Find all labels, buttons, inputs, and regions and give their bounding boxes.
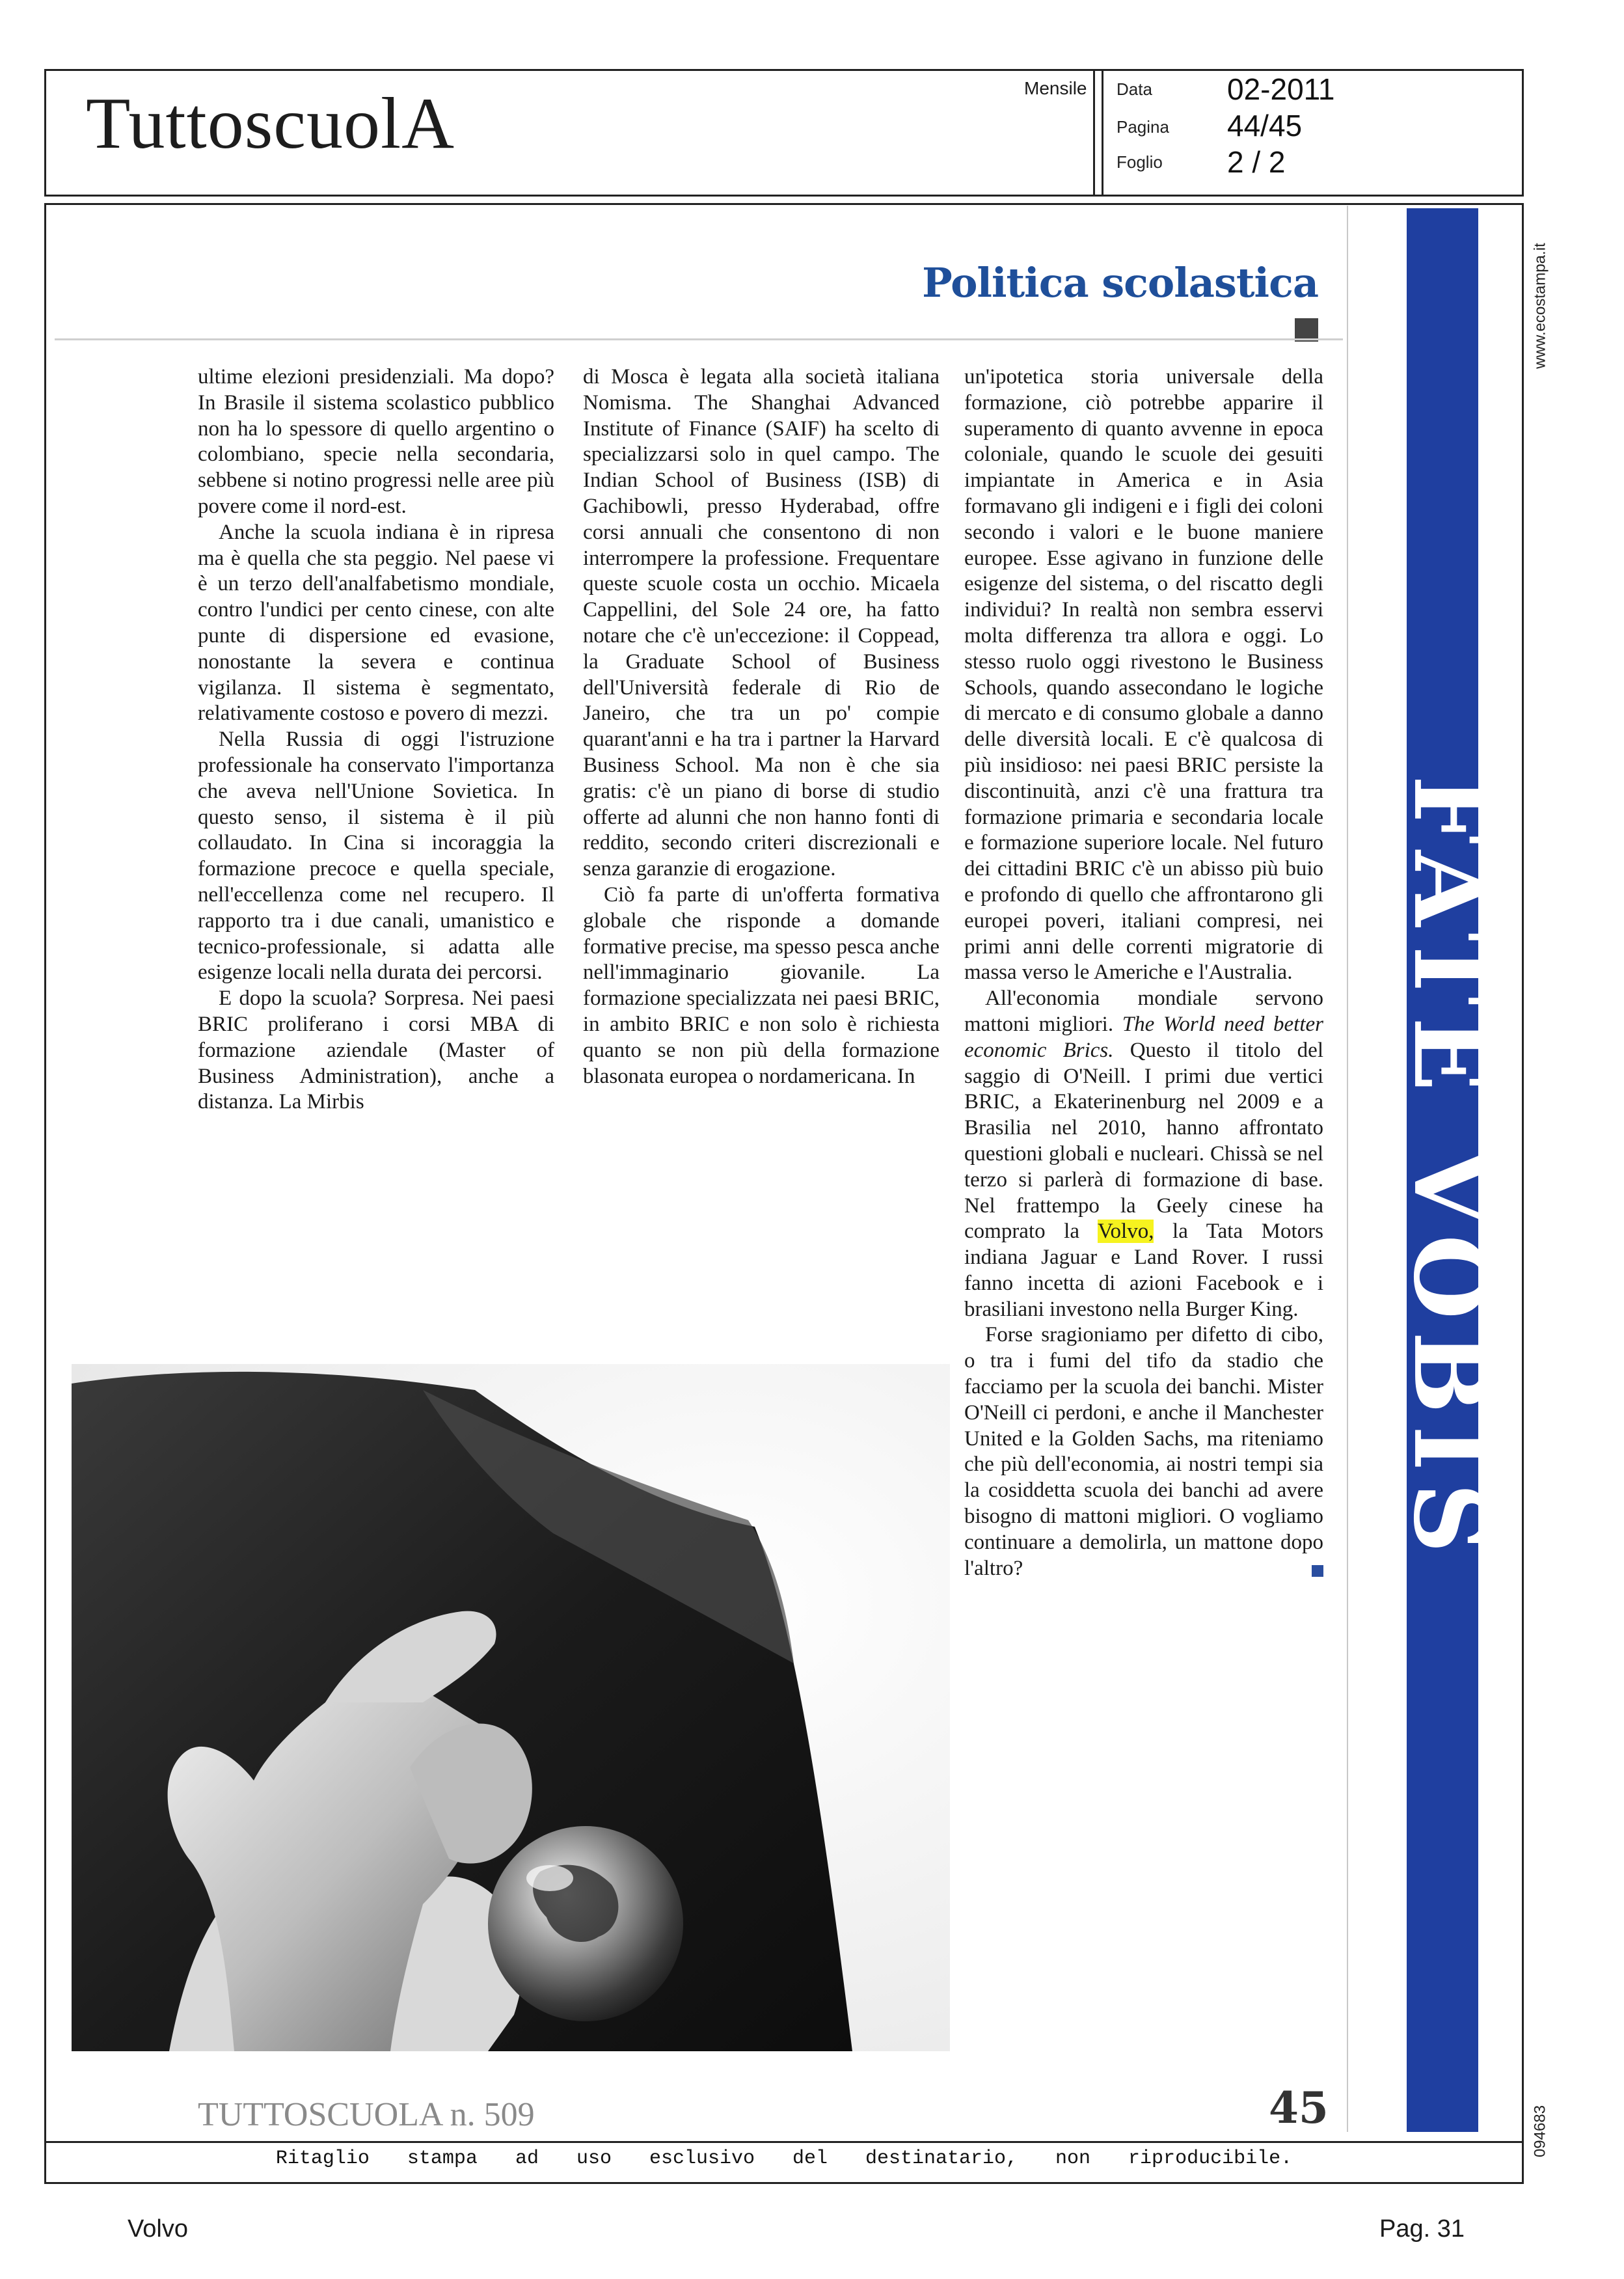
text-run: la Tata Motors indiana Jaguar e Land Rover. I russi fanno incetta di azioni Facebook e i brasiliani investono nella Burger King. [964,1220,1324,1321]
text-run: All'economia mondiale servono mattoni migliori. [964,987,1323,1036]
italic-title: The World need better economic Brics. [964,1012,1323,1062]
text-run: Forse sragioniamo per difetto di cibo, o tra i fumi del tifo da stadio che facciamo per la scuola dei banchi. Mister O'Neill ci perdoni, e anche il Manchester United e la Golden Sachs, ma riteniamo che più dell'economia, ai nostri tempi sia la cosiddetta scuola dei banchi ad avere bisogno di mattoni migliori. O vogliamo continuare a demolirla, un mattone dopo l'altro? [964,1323,1323,1580]
article-column-3 [964,364,1323,1581]
header-divider [1102,69,1103,197]
paragraph [964,1322,1323,1581]
paragraph: E dopo la scuola? Sorpresa. Nei paesi BRIC proliferano i corsi MBA di formazione aziendale (Master of Business Administration), anche a distanza. La Mirbis [198,987,554,1114]
article-column-2 [583,364,940,1089]
sheet-value: 2 / 2 [1227,145,1286,179]
footer-rule [44,2141,1524,2143]
masthead-logo: TuttoscuolA [86,83,455,164]
paragraph: Nella Russia di oggi l'istruzione professionale ha conservato l'importanza che aveva nell'Unione Sovietica. In questo senso, il sistema è il più collaudato. In Cina si incoraggia la formazione precoce e quella speciale, nell'eccellenza come nel recupero. Il rapporto tra i due canali, umanistico e tecnico-professionale, si adatta alle esigenze locali nella durata dei percorsi. [198,728,554,985]
section-title-text: Politica scolastica [922,259,1318,307]
square-icon [1312,1565,1323,1577]
highlighted-keyword: Volvo, [1097,1220,1154,1244]
date-label: Data [1116,79,1152,99]
paragraph: Ciò fa parte di un'offerta formativa globale che risponde a domande formative precise, ma spesso pesca anche nell'immaginario giovanile. La formazione specializzata nei paesi BRIC, in ambito BRIC e non solo è richiesta quanto se non più della formazione blasonata europea o nordamericana. In [583,882,940,1088]
photo-hand-globe [72,1364,950,2051]
banner-label: FATE VOBIS [1392,775,1507,1565]
document-page: Pag. 31 [1379,2215,1465,2243]
document-label: Volvo [128,2215,188,2243]
site-text: www.ecostampa.it [1531,243,1549,369]
globe-highlight [526,1865,573,1891]
reproduction-notice: Ritaglio stampa ad uso esclusivo del destinatario, non riproducibile. [275,2148,1293,2170]
article-column-1 [198,364,554,1115]
clip-code-text: 094683 [1531,2105,1549,2158]
clip-code [1526,2095,1552,2167]
page-value: 44/45 [1227,109,1303,143]
column-rule [1347,206,1348,2132]
side-banner-text [1392,208,1507,2132]
text-run: Questo il titolo del saggio di O'Neill. I primi due vertici BRIC, a Ekaterinenburg nel 2009 e a Brasilia nel 2010, hanno affrontato questioni globali e nucleari. Chissà se nel terzo si parlerà di formazione di base. Nel frattempo la Geely cinese ha comprato la [964,1038,1323,1244]
paragraph: Anche la scuola indiana è in ripresa ma è quella che sta peggio. Nel paese vi è un terzo dell'analfabetismo mondiale, contro l'undici per cento cinese, con alte punte di dispersione ed evasione, nonostante la severa e continua vigilanza. Il sistema è segmentato, relativamente costoso e povero di mezzi. [198,520,554,726]
paragraph: un'ipotetica storia universale della formazione, ciò potrebbe apparire il superamento di quanto avvenne in epoca coloniale, quando le scuole dei gesuiti impiantate in America e in Asia formavano gli indigeni e i figli dei coloni secondo i valori e le buone maniere europee. Esse agivano in funzione delle esigenze del sistema, o del riscatto degli individui? In realtà non sembra esservi molta differenza tra allora e oggi. Lo stesso ruolo oggi rivestono le Business Schools, quando assecondano le logiche di mercato e di consumo globale a danno delle diversità locali. E c'è qualcosa di più insidioso: nei paesi BRIC persiste la discontinuità, anzi c'è una frattura tra formazione primaria e secondaria locale e formazione superiore locale. Nel futuro dei cittadini BRIC c'è un abisso più buio e profondo di quello che affrontarono gli europei poveri, italiani compresi, nei primi anni delle correnti migratorie di massa verso le Americhe e l'Australia. [964,365,1323,985]
magazine-issue: TUTTOSCUOLA n. 509 [198,2096,535,2133]
site-label [1526,215,1552,397]
paragraph [964,986,1323,1322]
header-rule [55,338,1343,340]
page-number: 45 [1269,2082,1329,2133]
date-value: 02-2011 [1227,72,1335,106]
frequency-label: Mensile [1024,78,1087,98]
paragraph: ultime elezioni presidenziali. Ma dopo? In Brasile il sistema scolastico pubblico non ha lo spessore di quello argentino o colombiano, specie nella secondaria, sebbene si notino progressi nelle aree più povere come il nord-est. [198,365,554,518]
header-divider [1093,69,1095,197]
paragraph: di Mosca è legata alla società italiana Nomisma. The Shanghai Advanced Institute of Finance (SAIF) ha scelto di specializzarsi solo in quel campo. The Indian School of Business (ISB) di Gachibowli, presso Hyderabad, offre corsi annuali che consentono di non interrompere la professione. Frequentare queste scuole costa un occhio. Micaela Cappellini, del Sole 24 ore, ha fatto notare che c'è un'eccezione: il Coppead, la Graduate School of Business dell'Università federale di Rio de Janeiro, che tra un po' compie quarant'anni e ha tra i partner la Harvard Business School. Ma non è che sia gratis: c'è un piano di borse di studio offerte ad alunni che non hanno fonti di reddito, secondo criteri discrezionali e senza garanzie di erogazione. [583,365,940,881]
page-label: Pagina [1116,117,1169,137]
sheet-label: Foglio [1116,152,1163,172]
